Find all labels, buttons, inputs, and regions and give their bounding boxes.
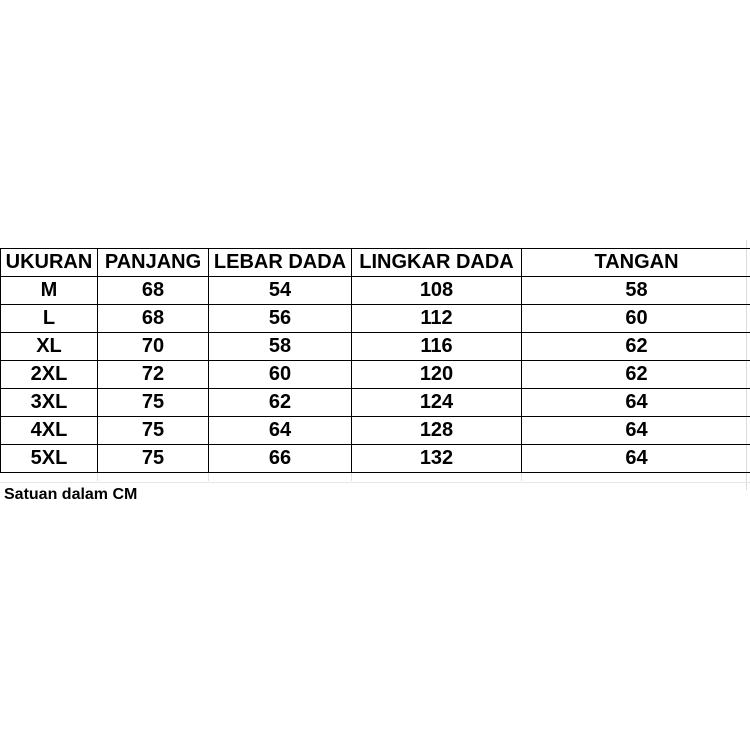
empty-cell [1,473,98,482]
table-row [1,305,750,333]
cell-lingkar-dada: 128 [352,417,522,445]
table-header-row [1,249,750,277]
cell-panjang: 70 [98,333,209,361]
cell-size: XL [1,333,98,361]
cell-lebar-dada: 64 [209,417,352,445]
size-chart-table [0,248,750,481]
header-panjang: PANJANG [98,249,209,277]
table-row [1,333,750,361]
cell-size: 2XL [1,361,98,389]
cell-panjang: 68 [98,305,209,333]
cell-tangan: 62 [522,333,750,361]
empty-spacer-row [1,473,750,482]
cell-tangan: 64 [522,417,750,445]
header-ukuran: UKURAN [1,249,98,277]
cell-lebar-dada: 54 [209,277,352,305]
cell-tangan: 60 [522,305,750,333]
table-row [1,417,750,445]
table-row [1,445,750,473]
cell-tangan: 62 [522,361,750,389]
cell-panjang: 75 [98,417,209,445]
cell-tangan: 58 [522,277,750,305]
empty-cell [352,473,522,482]
cell-lebar-dada: 56 [209,305,352,333]
table-row [1,277,750,305]
empty-cell [522,473,750,482]
header-lingkar-dada: LINGKAR DADA [352,249,522,277]
cell-lingkar-dada: 120 [352,361,522,389]
cell-size: 5XL [1,445,98,473]
cell-tangan: 64 [522,389,750,417]
cell-lingkar-dada: 124 [352,389,522,417]
cell-size: M [1,277,98,305]
cell-lebar-dada: 60 [209,361,352,389]
cell-lebar-dada: 66 [209,445,352,473]
table-row [1,361,750,389]
header-lebar-dada: LEBAR DADA [209,249,352,277]
header-tangan: TANGAN [522,249,750,277]
cell-size: 4XL [1,417,98,445]
cell-lingkar-dada: 132 [352,445,522,473]
unit-note: Satuan dalam CM [4,486,138,503]
empty-cell [209,473,352,482]
cell-size: 3XL [1,389,98,417]
cell-panjang: 68 [98,277,209,305]
empty-cell [98,473,209,482]
cell-lebar-dada: 58 [209,333,352,361]
cell-lingkar-dada: 108 [352,277,522,305]
cell-lingkar-dada: 116 [352,333,522,361]
cell-panjang: 72 [98,361,209,389]
cell-panjang: 75 [98,389,209,417]
table-row [1,389,750,417]
cell-tangan: 64 [522,445,750,473]
cell-size: L [1,305,98,333]
cell-lingkar-dada: 112 [352,305,522,333]
grid-line-bottom [0,482,750,483]
cell-lebar-dada: 62 [209,389,352,417]
cell-panjang: 75 [98,445,209,473]
